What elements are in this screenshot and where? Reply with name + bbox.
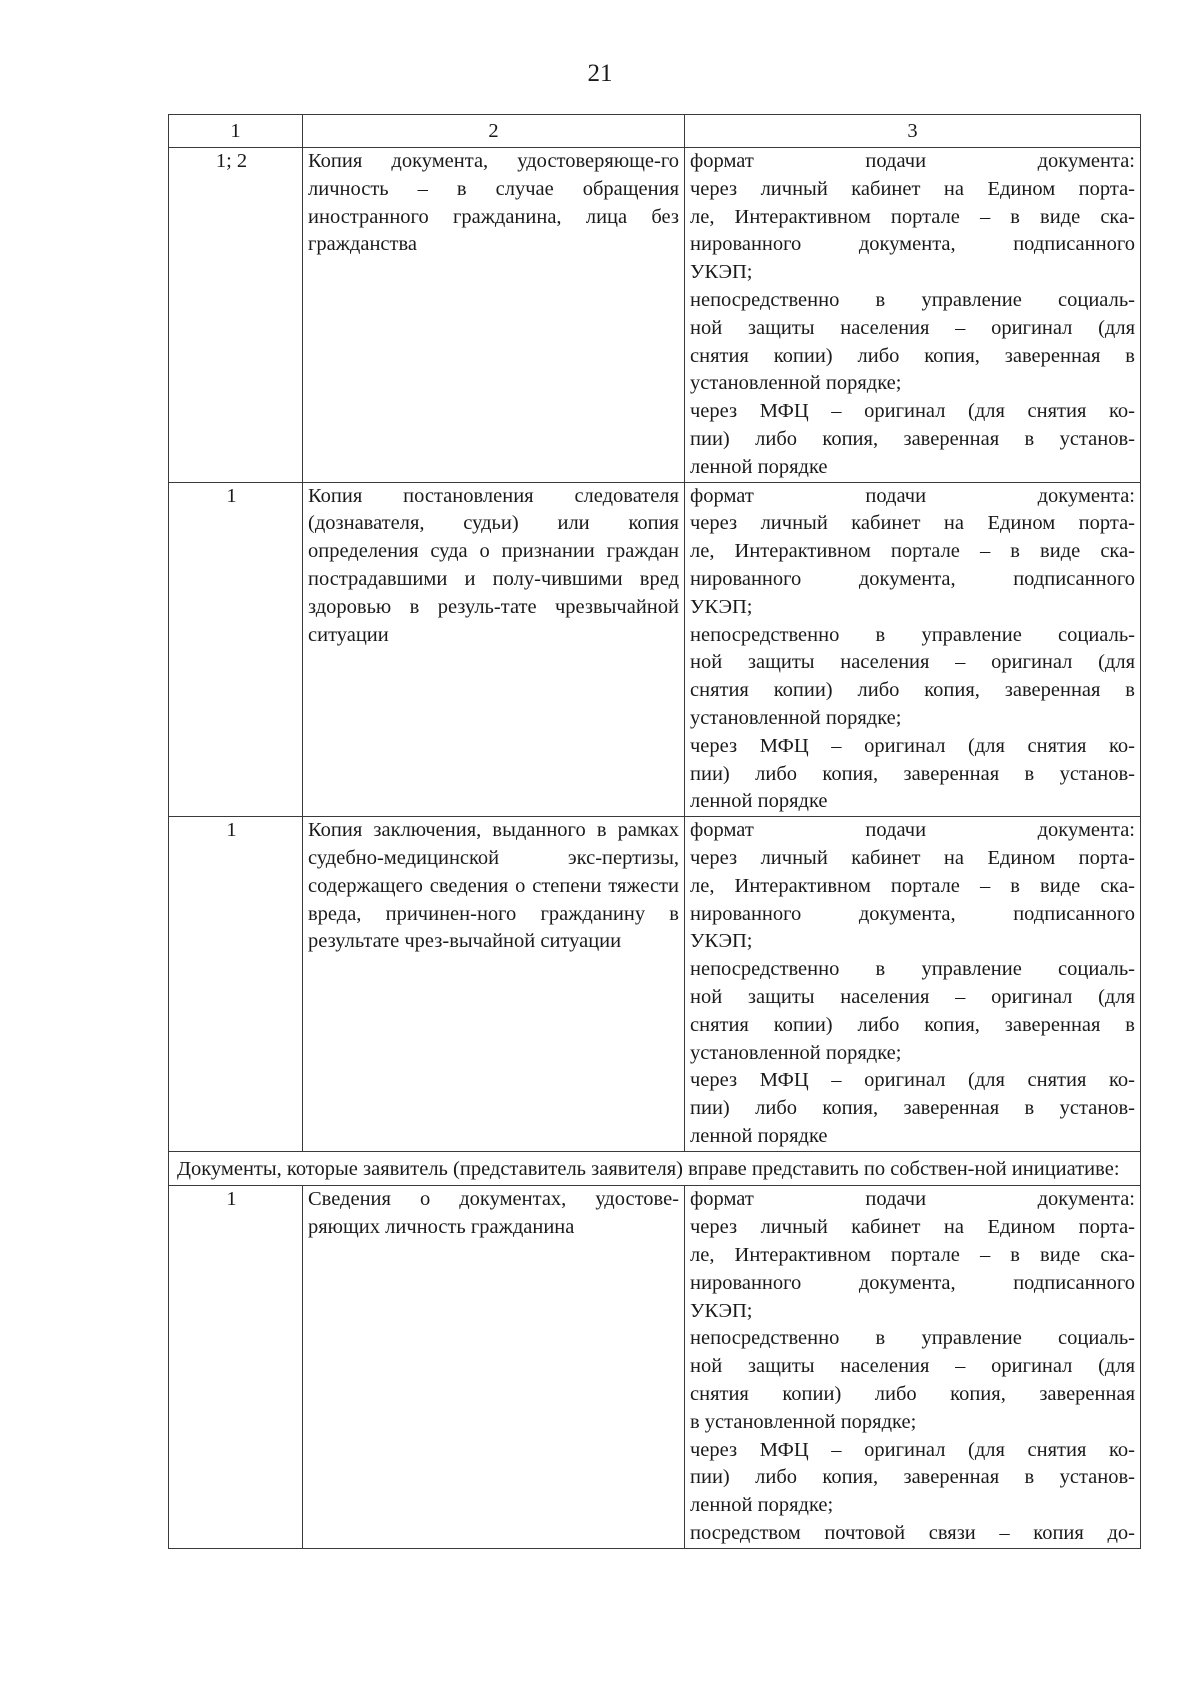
format-line: ной защиты населения – оригинал (для <box>690 1355 1135 1378</box>
row-number-cell <box>169 148 303 483</box>
format-line: ленной порядке <box>690 790 828 813</box>
page-number: 21 <box>587 60 613 87</box>
format-line: нированного документа, подписанного <box>690 902 1135 925</box>
format-line: непосредственно в управление социаль- <box>690 958 1135 981</box>
format-line: снятия копии) либо копия, заверенная в <box>690 1013 1135 1036</box>
format-line: формат подачи документа: <box>690 150 1135 172</box>
format-line: снятия копии) либо копия, заверенная в <box>690 344 1135 367</box>
row-number-cell <box>169 482 303 817</box>
format-line: пии) либо копия, заверенная в установ- <box>690 1466 1135 1489</box>
document-description: Копия документа, удостоверяюще-го личность – в случае обращения иностранного гражданина, лица без гражданства <box>303 148 685 483</box>
format-line: нированного документа, подписанного <box>690 567 1135 590</box>
format-line: УКЭП; <box>690 595 753 618</box>
format-line: ленной порядке <box>690 455 828 478</box>
format-line: посредством почтовой связи – копия до- <box>690 1522 1135 1545</box>
format-line: ной защиты населения – оригинал (для <box>690 651 1135 674</box>
format-line: УКЭП; <box>690 1299 753 1322</box>
format-line: через личный кабинет на Едином порта- <box>690 177 1135 200</box>
row-number: 1 <box>226 484 237 507</box>
format-line: снятия копии) либо копия, заверенная в <box>690 679 1135 702</box>
format-line: через личный кабинет на Едином порта- <box>690 846 1135 869</box>
table-row <box>169 1186 1141 1548</box>
document-description: Копия постановления следователя (дознавателя, судьи) или копия определения суда о признании граждан пострадавшими и полу-чившими вред здоровью в резуль-тате чрезвычайной ситуации <box>303 482 685 817</box>
table-row <box>169 148 1141 483</box>
format-line: пии) либо копия, заверенная в установ- <box>690 427 1135 450</box>
submission-format-cell <box>685 148 1141 483</box>
header-cell: 3 <box>685 115 1141 148</box>
document-description: Копия заключения, выданного в рамках судебно-медицинской экс-пертизы, содержащего сведения о степени тяжести вреда, причинен-ного гражданину в результате чрез-вычайной ситуации <box>303 817 685 1152</box>
format-line: через МФЦ – оригинал (для снятия ко- <box>690 1438 1135 1461</box>
format-line: в установленной порядке; <box>690 1410 917 1433</box>
table-header-row <box>169 115 1141 148</box>
document-description: Сведения о документах, удостове-ряющих личность гражданина <box>303 1186 685 1548</box>
format-line: формат подачи документа: <box>690 484 1135 507</box>
format-line: непосредственно в управление социаль- <box>690 288 1135 311</box>
format-line: ленной порядке <box>690 1124 828 1147</box>
format-line: установленной порядке; <box>690 372 902 395</box>
format-line: ле, Интерактивном портале – в виде ска- <box>690 205 1135 228</box>
header-cell: 2 <box>303 115 685 148</box>
format-line: установленной порядке; <box>690 706 902 729</box>
row-number: 1 <box>226 819 237 842</box>
format-line: через МФЦ – оригинал (для снятия ко- <box>690 1069 1135 1092</box>
row-number: 1 <box>226 1188 237 1211</box>
row-number-cell <box>169 817 303 1152</box>
format-line: снятия копии) либо копия, заверенная <box>690 1383 1135 1406</box>
format-line: ной защиты населения – оригинал (для <box>690 316 1135 339</box>
format-line: УКЭП; <box>690 930 753 953</box>
format-line: нированного документа, подписанного <box>690 233 1135 256</box>
section-row <box>169 1151 1141 1186</box>
documents-table <box>168 114 1141 1549</box>
submission-format-cell <box>685 1186 1141 1548</box>
format-line: ной защиты населения – оригинал (для <box>690 985 1135 1008</box>
format-line: ле, Интерактивном портале – в виде ска- <box>690 874 1135 897</box>
format-line: непосредственно в управление социаль- <box>690 1327 1135 1350</box>
header-cell: 1 <box>169 115 303 148</box>
format-line: нированного документа, подписанного <box>690 1271 1135 1294</box>
format-line: установленной порядке; <box>690 1041 902 1064</box>
format-line: ле, Интерактивном портале – в виде ска- <box>690 540 1135 563</box>
submission-format-cell <box>685 482 1141 817</box>
format-line: ле, Интерактивном портале – в виде ска- <box>690 1244 1135 1267</box>
format-line: через личный кабинет на Едином порта- <box>690 512 1135 535</box>
section-title: Документы, которые заявитель (представитель заявителя) вправе представить по собствен-ной инициативе: <box>169 1151 1141 1186</box>
table-row <box>169 482 1141 817</box>
format-line: через личный кабинет на Едином порта- <box>690 1216 1135 1239</box>
submission-format-cell <box>685 817 1141 1152</box>
format-line: через МФЦ – оригинал (для снятия ко- <box>690 734 1135 757</box>
row-number-cell <box>169 1186 303 1548</box>
table-row <box>169 817 1141 1152</box>
format-line: ленной порядке; <box>690 1494 834 1517</box>
format-line: формат подачи документа: <box>690 819 1135 842</box>
format-line: формат подачи документа: <box>690 1188 1135 1211</box>
format-line: непосредственно в управление социаль- <box>690 623 1135 646</box>
format-line: УКЭП; <box>690 261 753 284</box>
format-line: через МФЦ – оригинал (для снятия ко- <box>690 400 1135 423</box>
format-line: пии) либо копия, заверенная в установ- <box>690 762 1135 785</box>
format-line: пии) либо копия, заверенная в установ- <box>690 1097 1135 1120</box>
row-number: 1; 2 <box>215 150 248 172</box>
